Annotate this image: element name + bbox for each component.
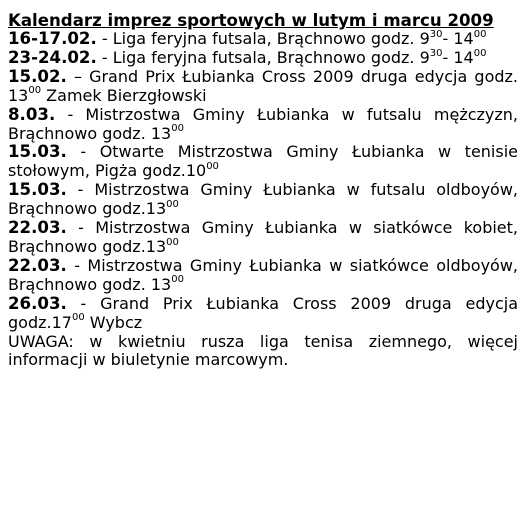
- event-date: 26.03.: [8, 293, 67, 313]
- event-text-continued: Wybcz: [84, 312, 143, 332]
- event-item: [8, 219, 518, 257]
- event-date: 15.02.: [8, 66, 67, 86]
- event-time-sup: 30: [429, 47, 443, 59]
- event-date: 23-24.02.: [8, 47, 97, 67]
- event-text-continued: Zamek Bierzgłowski: [41, 85, 207, 105]
- event-time-sup: 00: [171, 274, 184, 286]
- event-date: 22.03.: [8, 255, 67, 275]
- note-text: UWAGA: w kwietniu rusza liga tenisa ziemnego, więcej informacji w biuletynie marcowym.: [8, 331, 518, 370]
- document-body: [8, 11, 518, 370]
- event-text-continued: - 14: [442, 29, 474, 48]
- event-item: [8, 257, 518, 295]
- event-item: [8, 49, 518, 68]
- event-time-sup: 00: [166, 236, 179, 248]
- event-text: - Mistrzostwa Gminy Łubianka w futsalu mężczyzn, Brąchnowo godz. 13: [8, 104, 518, 143]
- event-date: 22.03.: [8, 218, 67, 238]
- event-item: [8, 30, 518, 49]
- event-time-sup: 00: [171, 123, 184, 135]
- event-date: 16-17.02.: [8, 29, 97, 48]
- event-date: 8.03.: [8, 104, 56, 124]
- event-time-sup-end: 00: [473, 47, 487, 59]
- event-time-sup: 00: [206, 161, 219, 173]
- event-text: - Liga feryjna futsala, Brąchnowo godz. 9: [96, 47, 430, 67]
- event-date: 15.03.: [8, 180, 67, 200]
- event-time-sup: 00: [166, 198, 179, 210]
- event-date: 15.03.: [8, 142, 67, 162]
- event-text: - Otwarte Mistrzostwa Gminy Łubianka w tenisie stołowym, Pigża godz.10: [8, 142, 518, 181]
- event-item: [8, 295, 518, 333]
- event-time-sup: 30: [429, 28, 443, 40]
- event-text: - Mistrzostwa Gminy Łubianka w siatkówce oldboyów, Brąchnowo godz. 13: [8, 255, 518, 294]
- event-list: [8, 30, 518, 333]
- page-title: Kalendarz imprez sportowych w lutym i marcu 2009: [8, 11, 494, 30]
- event-time-sup: 00: [28, 85, 42, 97]
- event-text: - Mistrzostwa Gminy Łubianka w siatkówce kobiet, Brąchnowo godz.13: [8, 218, 518, 256]
- event-text: - Liga feryjna futsala, Brąchnowo godz. 9: [96, 29, 430, 48]
- event-item: [8, 68, 518, 106]
- event-text: - Grand Prix Łubianka Cross 2009 druga edycja godz.17: [8, 293, 518, 332]
- event-text-continued: - 14: [442, 47, 474, 67]
- event-item: [8, 106, 518, 144]
- event-time-sup-end: 00: [473, 28, 487, 40]
- event-text: – Grand Prix Łubianka Cross 2009 druga edycja godz. 13: [8, 66, 518, 105]
- event-text: - Mistrzostwa Gminy Łubianka w futsalu oldboyów, Brąchnowo godz.13: [8, 180, 518, 219]
- event-item: [8, 181, 518, 219]
- event-item: [8, 143, 518, 181]
- event-time-sup: 00: [71, 312, 85, 324]
